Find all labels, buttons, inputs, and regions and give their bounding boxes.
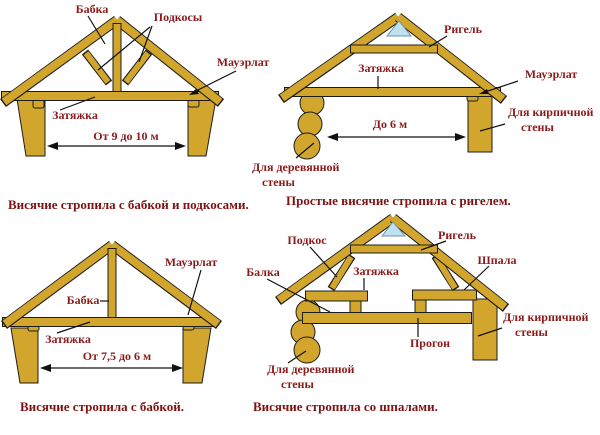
label-brick-wall-line2: стены [515,325,548,339]
label-wooden-wall-line1: Для деревянной [252,160,340,174]
brick-column [473,299,497,360]
label-sleeper: Шпала [477,253,517,267]
label-wall-plate: Мауэрлат [216,55,270,69]
label-beam: Балка [246,265,280,279]
caption-bottom-left: Висячие стропила с бабкой. [20,399,184,414]
label-struts: Подкосы [153,10,203,24]
label-brick-wall-line1: Для кирпичной [503,310,589,324]
label-wooden-wall-line1: Для деревянной [267,362,355,376]
label-tie-beam: Затяжка [353,264,399,278]
label-tie-beam: Затяжка [358,61,404,75]
label-purlin: Прогон [409,336,451,350]
label-collar-beam: Ригель [444,22,482,36]
label-king-post: Бабка [75,2,109,16]
label-wooden-wall-line2: стены [262,175,295,189]
caption-top-right: Простые висячие стропила с ригелем. [286,193,511,208]
caption-top-left: Висячие стропила с бабкой и подкосами. [8,197,249,212]
label-king-post: Бабка [66,293,100,307]
label-strut: Подкос [287,233,327,247]
dimension-label: До 6 м [372,117,408,131]
dimension-label: От 7,5 до 6 м [82,349,152,363]
dimension-label: От 9 до 10 м [93,129,159,143]
label-wooden-wall-line2: стены [281,377,314,391]
label-brick-wall-line1: Для кирпичной [508,105,594,119]
caption-bottom-right: Висячие стропила со шпалами. [253,399,438,414]
label-tie-beam: Затяжка [52,108,98,122]
label-wall-plate: Мауэрлат [524,67,578,81]
label-wall-plate: Мауэрлат [164,255,218,269]
label-tie-beam: Затяжка [45,332,91,346]
label-collar-beam: Ригель [438,228,476,242]
label-brick-wall-line2: стены [521,120,554,134]
